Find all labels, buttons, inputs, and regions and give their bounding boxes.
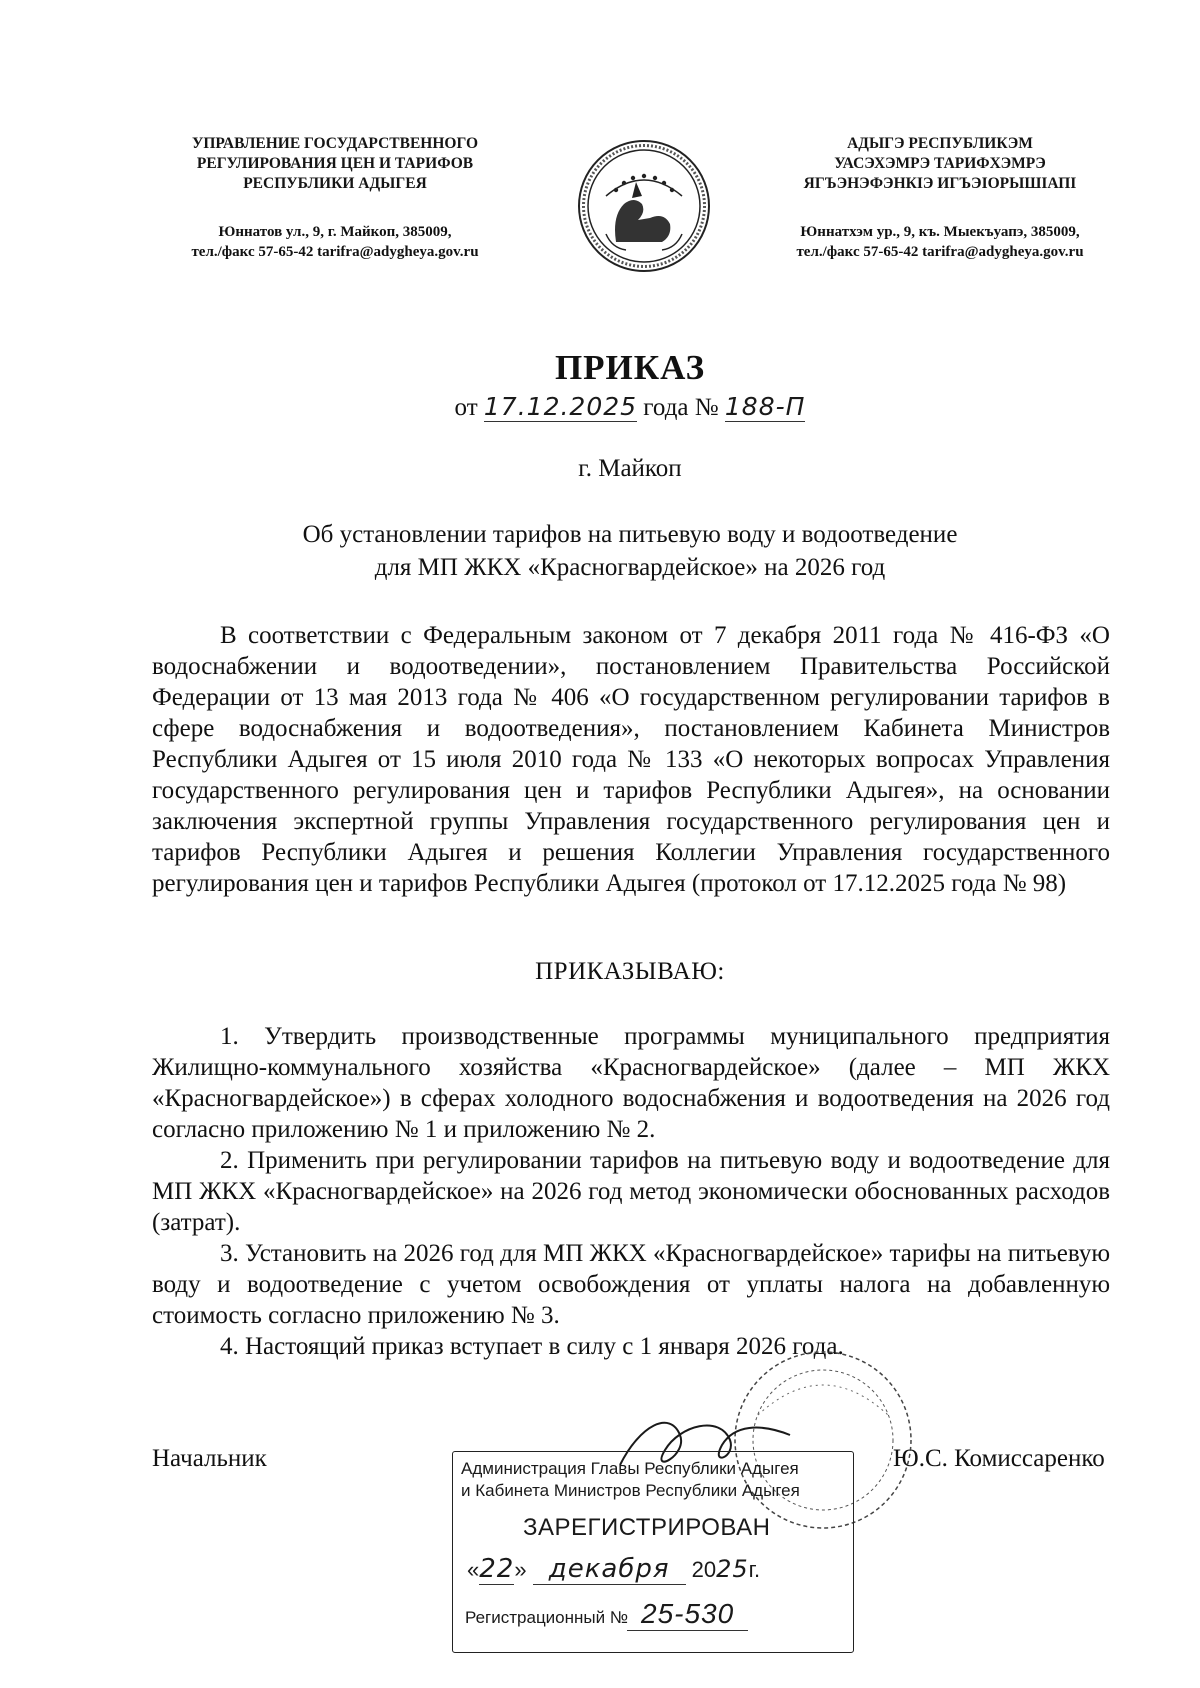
org-name-ru-line1: УПРАВЛЕНИЕ ГОСУДАРСТВЕННОГО <box>191 135 479 152</box>
year-word: года № <box>643 394 719 421</box>
org-street-ru: Юннатов ул., 9, г. Майкоп, 385009, <box>218 224 452 240</box>
date-prefix: от <box>454 394 478 421</box>
stamp-month: декабря <box>533 1554 686 1585</box>
stamp-authority-line2: и Кабинета Министров Республики Адыгея <box>461 1481 800 1500</box>
org-name-ady-line2: УАСЭХЭМРЭ ТАРИФХЭМРЭ <box>834 155 1046 172</box>
org-address-ru <box>140 222 530 262</box>
order-subject-line1: Об установлении тарифов на питьевую воду и водоотведение <box>302 521 958 548</box>
order-subject-line2: для МП ЖКХ «Красногвардейское» на 2026 год <box>374 554 886 581</box>
org-name-ady-line3: ЯГЪЭНЭФЭНКIЭ ИГЪЭIОРЫШIАПI <box>803 175 1077 192</box>
org-name-ru-line2: РЕГУЛИРОВАНИЯ ЦЕН И ТАРИФОВ <box>196 155 474 172</box>
org-name-ady-line1: АДЫГЭ РЕСПУБЛИКЭМ <box>847 135 1033 152</box>
page-title: ПРИКАЗ <box>554 348 706 387</box>
org-address-ady <box>748 222 1132 262</box>
order-subject <box>0 518 1200 584</box>
org-contacts-ady: тел./факс 57-65-42 tarifra@adygheya.gov.ru <box>796 244 1084 260</box>
stamp-year-prefix: 20 <box>691 1557 717 1582</box>
order-city: г. Майкоп <box>578 455 682 482</box>
stamp-day: 22 <box>479 1554 515 1584</box>
order-item-2: 2. Применить при регулировании тарифов на питьевую воду и водоотведение для МП ЖКХ «Красногвардейское» на 2026 год метод экономически обоснованных расходов (затрат). <box>152 1147 1110 1236</box>
stamp-date-open-quote: « <box>467 1557 480 1582</box>
stamp-year-abbr: г. <box>748 1557 761 1582</box>
coat-of-arms-emblem <box>576 138 712 274</box>
stamp-year-suffix: 25 <box>716 1555 749 1583</box>
stamp-reg-label: Регистрационный № <box>465 1608 629 1627</box>
stamp-date <box>467 1554 760 1584</box>
preamble-paragraph: В соответствии с Федеральным законом от 7 декабря 2011 года № 416-ФЗ «О водоснабжении и водоотведении», постановлением Правительства Российской Федерации от 13 мая 2013 года № 406 «О государственном регулировании тарифов в сфере водоснабжения и водоотведения», постановлением Кабинета Министров Республики Адыгея от 15 июля 2010 года № 133 «О некоторых вопросах Управления государственного регулирования цен и тарифов Республики Адыгея», на основании заключения экспертной группы Управления государственного регулирования цен и тарифов Республики Адыгея и решения Коллегии Управления государственного регулирования цен и тарифов Республики Адыгея (протокол от 17.12.2025 года № 98) <box>152 622 1110 897</box>
order-number-handwritten: 188-П <box>724 392 806 421</box>
stamp-reg-number: 25-530 <box>627 1598 748 1631</box>
org-street-ady: Юннатхэм ур., 9, къ. Мыекъуапэ, 385009, <box>800 224 1080 240</box>
stamp-authority <box>461 1458 800 1502</box>
stamp-status: ЗАРЕГИСТРИРОВАН <box>523 1514 771 1541</box>
org-name-ru <box>140 134 530 194</box>
order-item-1: 1. Утвердить производственные программы муниципального предприятия Жилищно-коммунального хозяйства «Красногвардейское» (далее – МП ЖКХ «Красногвардейское») в сферах холодного водоснабжения и водоотведения на 2026 год согласно приложению № 1 и приложению № 2. <box>152 1023 1110 1143</box>
org-name-ady <box>750 134 1130 194</box>
decree-heading: ПРИКАЗЫВАЮ: <box>535 958 725 985</box>
order-item-3: 3. Установить на 2026 год для МП ЖКХ «Красногвардейское» тарифы на питьевую воду и водоотведение с учетом освобождения от уплаты налога на добавленную стоимость согласно приложению № 3. <box>152 1240 1111 1329</box>
org-contacts-ru: тел./факс 57-65-42 tarifra@adygheya.gov.ru <box>191 244 479 260</box>
stamp-date-close-quote: » <box>514 1557 527 1582</box>
signatory-name: Ю.С. Комиссаренко <box>893 1445 1105 1472</box>
order-item-4: 4. Настоящий приказ вступает в силу с 1 января 2026 года. <box>220 1333 844 1360</box>
org-name-ru-line3: РЕСПУБЛИКИ АДЫГЕЯ <box>243 175 427 192</box>
stamp-authority-line1: Администрация Главы Республики Адыгея <box>461 1459 799 1478</box>
signatory-position: Начальник <box>152 1445 267 1472</box>
coat-of-arms-icon <box>576 138 712 274</box>
registration-stamp <box>452 1451 854 1653</box>
order-items <box>152 1021 1110 1362</box>
order-date-line <box>0 392 1200 422</box>
order-date-handwritten: 17.12.2025 <box>483 392 638 421</box>
